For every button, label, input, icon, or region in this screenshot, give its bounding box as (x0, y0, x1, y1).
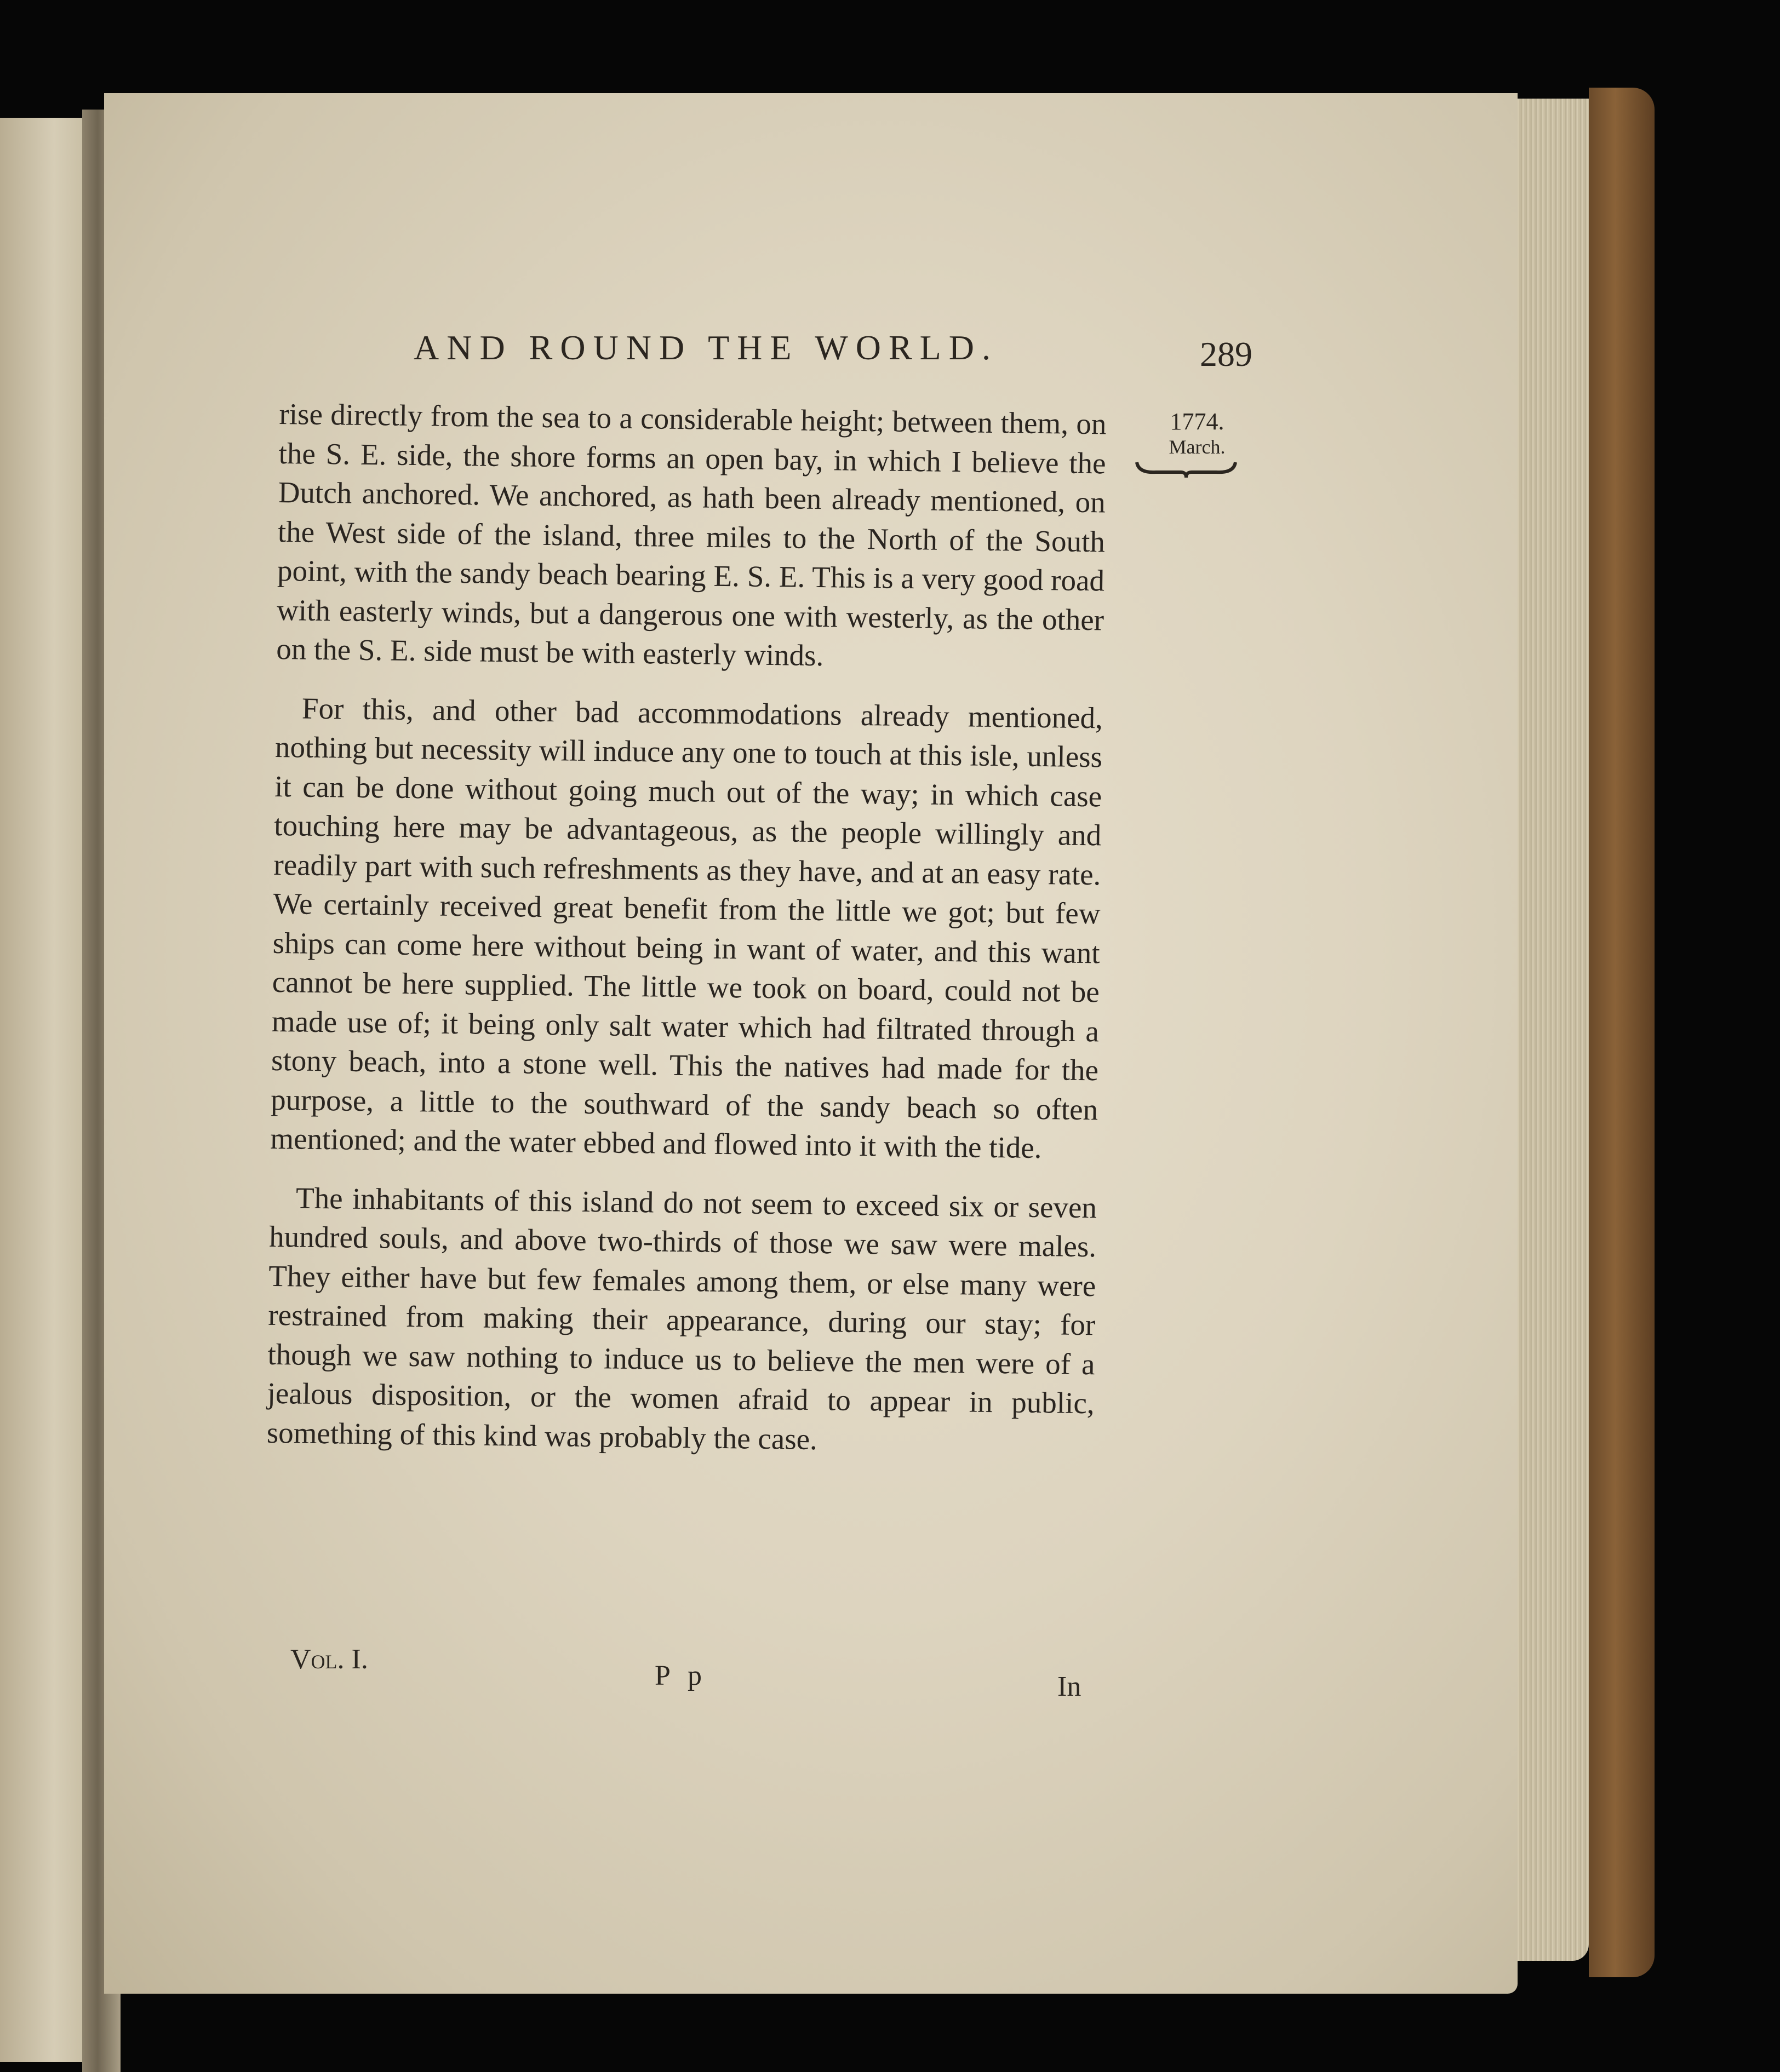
catchword: In (1057, 1671, 1081, 1702)
volume-label: Vol. I. (290, 1644, 368, 1675)
margin-note-month: March. (1169, 436, 1226, 458)
paragraph-1: rise directly from the sea to a considerable height; between them, on the S. E. side, the shore forms an open bay, in which I believe the Dutch anchored. We anchored, as hath been already mentioned, on the West side of the island, three miles to the North of the South point, with the sandy beach bearing E. S. E. This is a very good road with easterly winds, but a dangerous one with westerly, as the other on the S. E. side must be with easterly winds. (276, 397, 1107, 673)
margin-note-year: 1774. (1170, 408, 1224, 435)
running-head: AND ROUND THE WORLD. (414, 328, 998, 367)
book-binding (1589, 88, 1655, 1977)
body-text (266, 394, 1107, 1482)
paragraph-2: For this, and other bad accommodations already mentioned, nothing but necessity will induce any one to touch at this isle, unless it can be done without going much out of the way; in which case touching here may be advantageous, as the people willingly and readily part with such refreshments as they have, and at an easy rate. We certainly received great benefit from the little we got; but few ships can come here without being in want of water, and this want cannot be here supplied. The little we took on board, could not be made use of; it being only salt water which had filtrated through a stony beach, into a stone well. This the natives had made for the purpose, a little to the southward of the sandy beach so often mentioned; and the water ebbed and flowed into it with the tide. (270, 691, 1103, 1165)
brace-icon (1134, 458, 1238, 480)
signature-mark: P p (655, 1660, 707, 1691)
paragraph-3: The inhabitants of this island do not seem to exceed six or seven hundred souls, and above two-thirds of those we saw were males. They either have but few females among them, or else many were restrained from making their appearance, during our stay; for though we saw nothing to induce us to believe the men were of a jealous disposition, or the women afraid to appear in public, something of this kind was probably the case. (266, 1180, 1097, 1456)
page-number: 289 (1200, 335, 1252, 374)
